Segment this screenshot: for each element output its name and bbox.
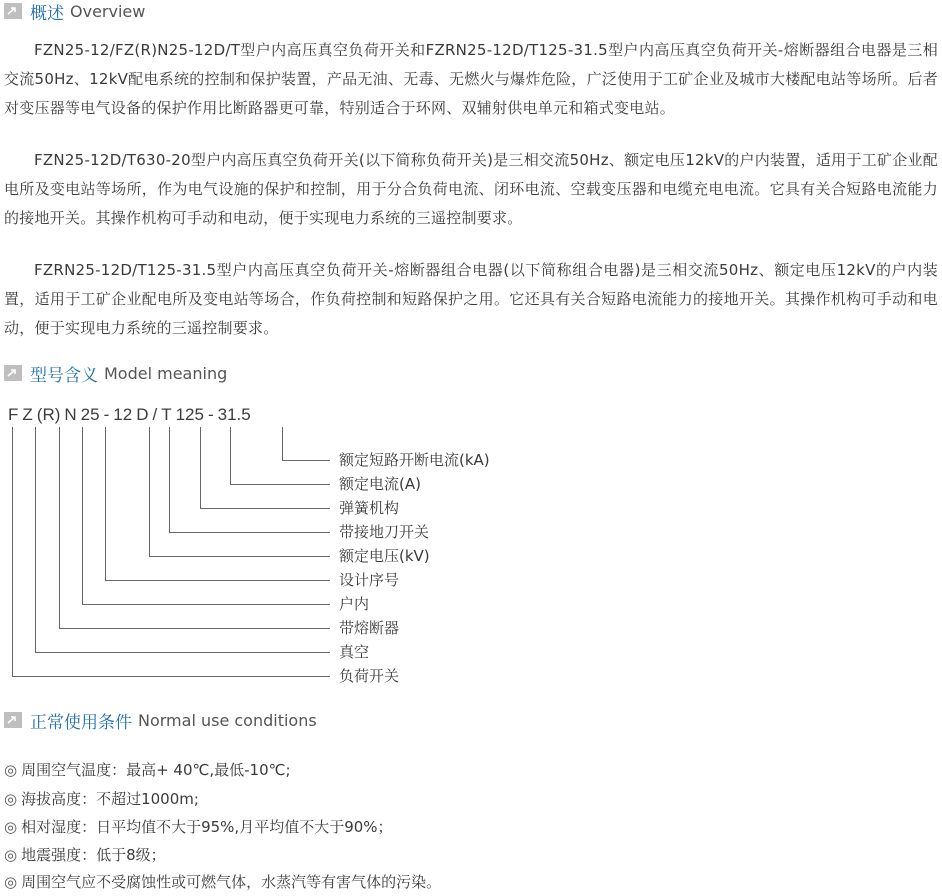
code-part: 25 [80, 405, 100, 424]
condition-item [4, 872, 441, 892]
code-part: N [64, 405, 77, 424]
conditions-title-en: Normal use conditions [138, 710, 317, 730]
connector-line [60, 427, 331, 629]
arrow-corner-icon [4, 365, 22, 381]
condition-item [4, 789, 199, 809]
circle-bullet-icon: ◎ [4, 761, 18, 779]
model-label-rated-voltage: 额定电压(kV) [339, 547, 430, 565]
overview-title-zh: 概述 [30, 3, 64, 24]
model-label-rated-breaking-current: 额定短路开断电流(kA) [339, 451, 490, 469]
condition-item [4, 760, 291, 780]
connector-line [170, 427, 331, 533]
conditions-title-zh: 正常使用条件 [30, 712, 132, 733]
condition-item [4, 845, 166, 865]
circle-bullet-icon: ◎ [4, 790, 18, 808]
circle-bullet-icon: ◎ [4, 873, 18, 891]
model-title-zh: 型号含义 [30, 365, 98, 386]
code-part: Z [22, 405, 33, 424]
code-part: - [103, 405, 110, 424]
code-part: / [152, 405, 158, 424]
condition-text: 地震强度：低于8级； [21, 846, 166, 864]
arrow-corner-icon [4, 712, 22, 728]
conditions-heading [4, 709, 317, 731]
condition-text: 周围空气应不受腐蚀性或可燃气体，水蒸汽等有害气体的污染。 [21, 873, 442, 891]
arrow-corner-icon [4, 3, 22, 19]
model-label-earthing-switch: 带接地刀开关 [339, 523, 430, 541]
code-part: D [136, 405, 149, 424]
circle-bullet-icon: ◎ [4, 818, 18, 836]
connector-line [150, 427, 331, 557]
code-part: 31.5 [217, 405, 251, 424]
code-part: - [207, 405, 214, 424]
connector-line [83, 427, 331, 605]
model-label-design-number: 设计序号 [339, 571, 400, 589]
overview-paragraph-3: FZRN25-12D/T125-31.5型户内高压真空负荷开关-熔断器组合电器(以下简称组合电器)是三相交流50Hz、额定电压12kV的户内装置，适用于工矿企业配电所及变电站等场合，作负荷控制和短路保护之用。它还具有关合短路电流能力的接地开关。其操作机构可手动和电动，便于实现电力系统的三遥控制要求。 [4, 261, 938, 337]
connector-line [106, 427, 331, 581]
connector-line [201, 427, 331, 509]
model-title-en: Model meaning [104, 363, 228, 383]
code-part: 125 [175, 405, 204, 424]
connector-line [13, 427, 331, 677]
model-diagram-lines [0, 425, 340, 687]
model-label-load-switch: 负荷开关 [339, 667, 400, 685]
connector-line [283, 427, 331, 461]
model-heading [4, 362, 227, 384]
code-part: F [8, 405, 19, 424]
overview-title-en: Overview [70, 1, 146, 21]
code-part: 12 [113, 405, 133, 424]
overview-heading [4, 0, 145, 22]
condition-text: 周围空气温度：最高+ 40℃,最低-10℃; [21, 761, 291, 779]
model-label-indoor: 户内 [339, 595, 370, 613]
condition-item [4, 817, 393, 837]
model-label-vacuum: 真空 [339, 643, 370, 661]
condition-text: 相对湿度：日平均值不大于95%,月平均值不大于90%； [21, 818, 393, 836]
code-part: (R) [36, 405, 61, 424]
condition-text: 海拔高度：不超过1000m; [21, 790, 199, 808]
code-part: T [161, 405, 172, 424]
connector-line [231, 427, 331, 485]
overview-paragraph-1: FZN25-12/FZ(R)N25-12D/T型户内高压真空负荷开关和FZRN25-12D/T125-31.5型户内高压真空负荷开关-熔断器组合电器是三相交流50Hz、12kV配电系统的控制和保护装置，产品无油、无毒、无燃火与爆炸危险，广泛使用于工矿企业及城市大楼配电站等场所。后者对变压器等电气设备的保护作用比断路器更可靠，特别适合于环网、双辅射供电单元和箱式变电站。 [4, 41, 938, 117]
model-label-rated-current: 额定电流(A) [339, 475, 421, 493]
model-label-spring-mechanism: 弹簧机构 [339, 499, 400, 517]
circle-bullet-icon: ◎ [4, 846, 18, 864]
model-label-with-fuse: 带熔断器 [339, 619, 400, 637]
overview-paragraph-2: FZN25-12D/T630-20型户内高压真空负荷开关(以下简称负荷开关)是三相交流50Hz、额定电压12kV的户内装置，适用于工矿企业配电所及变电站等场所，作为电气设施的保护和控制，用于分合负荷电流、闭环电流、空载变压器和电缆充电电流。它具有关合短路电流能力的接地开关。其操作机构可手动和电动，便于实现电力系统的三遥控制要求。 [4, 151, 938, 227]
model-code [8, 405, 255, 427]
